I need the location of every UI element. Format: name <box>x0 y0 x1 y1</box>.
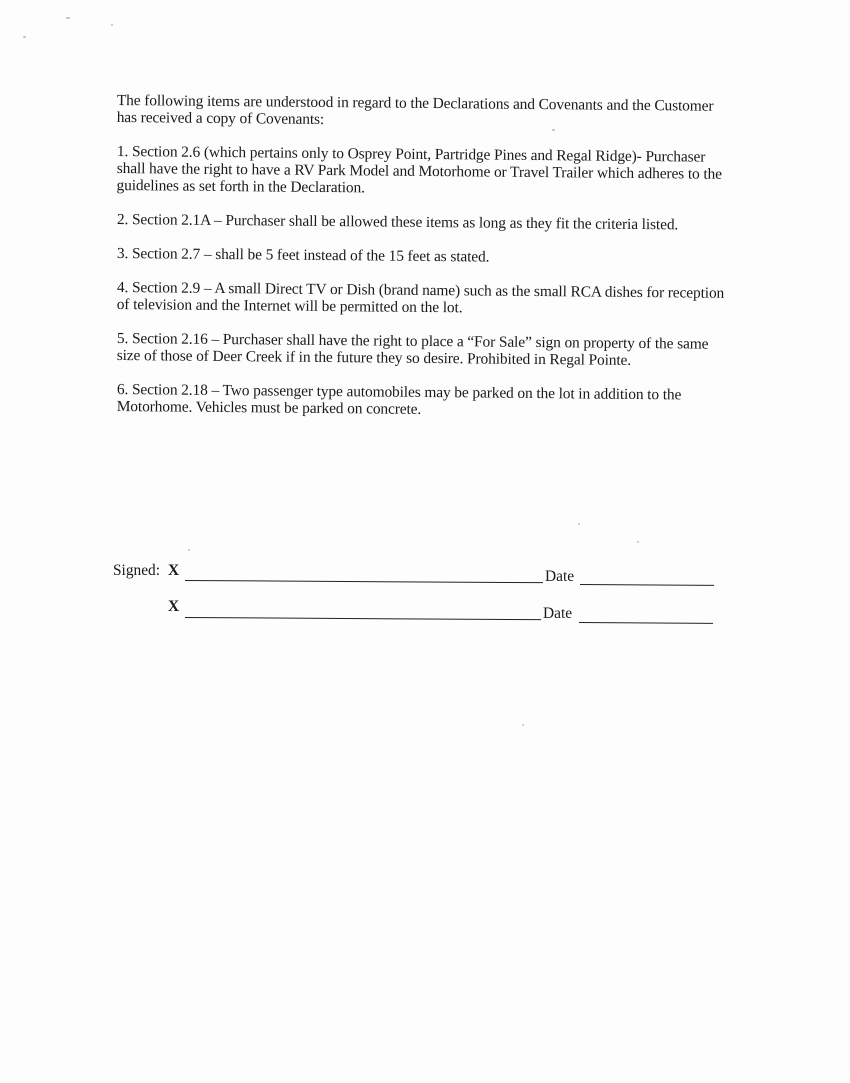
date-line-2[interactable] <box>579 622 713 624</box>
intro-paragraph: The following items are understood in regard to the Declarations and Covenants and the Customer has received a copy of Covenants: <box>116 92 714 128</box>
signature-line-1[interactable] <box>185 580 543 583</box>
date-line-1[interactable] <box>580 584 714 586</box>
date-label-1: Date <box>545 568 575 585</box>
signature-line-2[interactable] <box>185 617 541 620</box>
item-section-2-7: 3. Section 2.7 – shall be 5 feet instead of the 15 feet as stated. <box>116 245 490 266</box>
signed-label: Signed: <box>113 562 161 579</box>
item-section-2-18: 6. Section 2.18 – Two passenger type automobiles may be parked on the lot in addition to the Motorhome. Vehicles must be parked on concrete. <box>116 381 682 418</box>
item-section-2-1a: 2. Section 2.1A – Purchaser shall be allowed these items as long as they fit the criteria listed. <box>116 211 679 234</box>
date-label-2: Date <box>543 605 573 622</box>
signature-x-mark-1: X <box>168 562 180 579</box>
covenants-text <box>117 92 727 432</box>
item-section-2-9: 4. Section 2.9 – A small Direct TV or Dish (brand name) such as the small RCA dishes for reception of television and the Internet will be permitted on the lot. <box>116 279 725 317</box>
item-section-2-16: 5. Section 2.16 – Purchaser shall have the right to place a “For Sale” sign on property of the same size of those of Deer Creek if in the future they so desire. Prohibited in Regal Pointe. <box>116 330 709 369</box>
signature-x-mark-2: X <box>168 598 180 615</box>
item-section-2-6: 1. Section 2.6 (which pertains only to Osprey Point, Partridge Pines and Regal Ridge)- Purchaser shall have the right to have a RV Park Model and Motorhome or Travel Trailer which adheres to the guidelines as set forth in the Declaration. <box>116 143 722 197</box>
